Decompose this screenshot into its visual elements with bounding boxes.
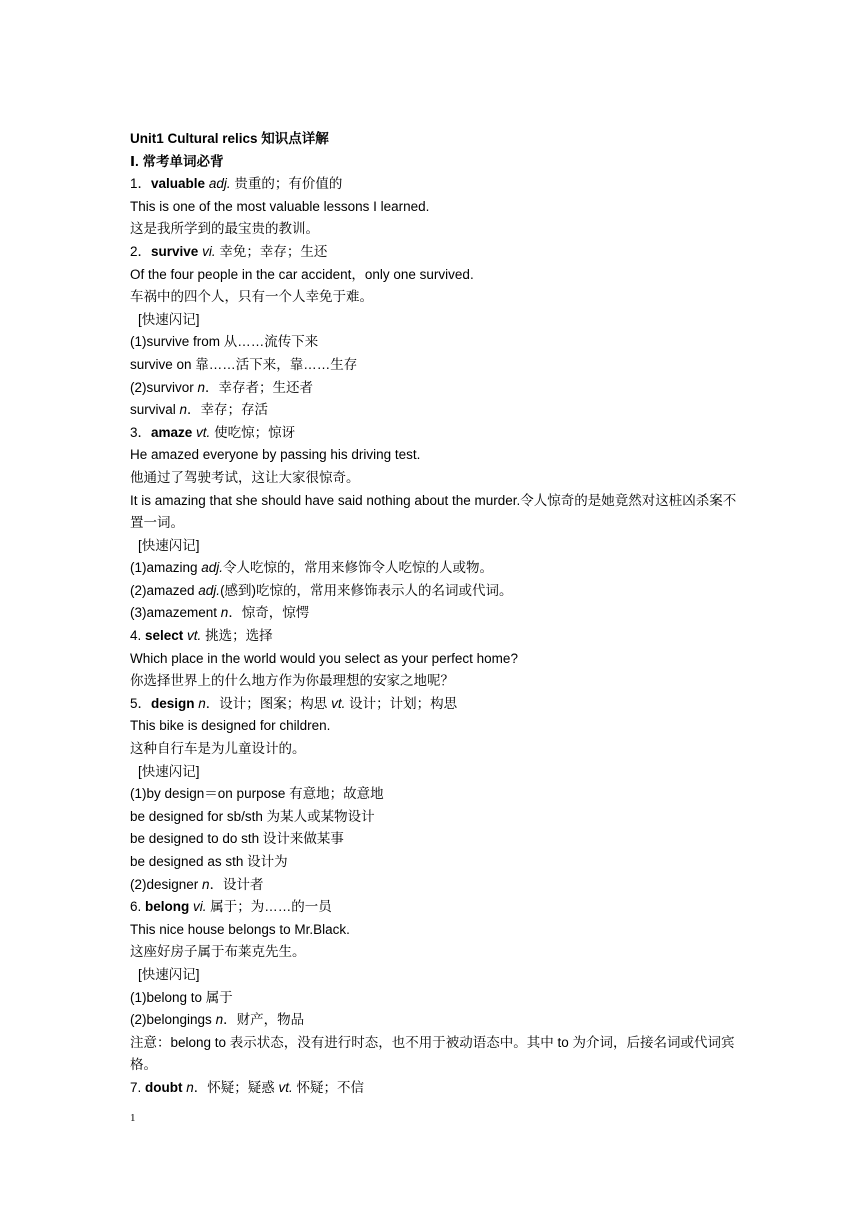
definition: 幸免；幸存；生还: [215, 243, 328, 259]
part-of-speech: vt.: [183, 628, 202, 644]
word-entry-doubt: 7. doubt n．怀疑；疑惑 vt. 怀疑；不信: [130, 1079, 365, 1095]
definition: 贵重的；有价值的: [230, 176, 343, 192]
memo-item: survival n．幸存；存活: [130, 402, 269, 418]
memo-item: survive on 靠……活下来，靠……生存: [130, 356, 358, 372]
memo-item: (1)by design＝on purpose 有意地；故意地: [130, 786, 384, 802]
example-sentence-en: This nice house belongs to Mr.Black.: [130, 921, 350, 937]
definition: ．设计；图案；构思: [205, 695, 332, 711]
part-of-speech: vt.: [192, 424, 211, 440]
example-sentence-en: This is one of the most valuable lessons I learned.: [130, 198, 430, 214]
word-entry-amaze: 3．amaze vt. 使吃惊；惊讶: [130, 424, 296, 440]
example-sentence-cn: 这座好房子属于布莱克先生。: [130, 944, 306, 960]
memo-item: (3)amazement n．惊奇，惊愕: [130, 605, 310, 621]
section-heading: Ⅰ. 常考单词必背: [130, 153, 224, 169]
memo-item: be designed for sb/sth 为某人或某物设计: [130, 808, 375, 824]
definition: 使吃惊；惊讶: [210, 424, 296, 440]
quick-memo-heading: [快速闪记]: [138, 763, 200, 779]
memo-item: (1)amazing adj.令人吃惊的，常用来修饰令人吃惊的人或物。: [130, 560, 494, 576]
definition: 设计；计划；构思: [345, 695, 458, 711]
example-sentence-bilingual: It is amazing that she should have said nothing about the murder.令人惊奇的是她竟然对这桩凶杀案不置一词。: [130, 492, 737, 531]
word-entry-belong: 6. belong vi. 属于；为……的一员: [130, 899, 332, 915]
example-sentence-en: He amazed everyone by passing his driving test.: [130, 447, 421, 463]
headword: survive: [151, 243, 199, 259]
quick-memo-heading: [快速闪记]: [138, 537, 200, 553]
word-entry-select: 4. select vt. 挑选；选择: [130, 628, 273, 644]
example-sentence-cn: 这种自行车是为儿童设计的。: [130, 741, 306, 757]
memo-item: (1)survive from 从……流传下来: [130, 334, 319, 350]
example-sentence-en: Of the four people in the car accident，only one survived.: [130, 266, 474, 282]
headword: doubt: [145, 1079, 183, 1095]
memo-item: be designed to do sth 设计来做某事: [130, 831, 344, 847]
memo-item: (2)survivor n．幸存者；生还者: [130, 379, 314, 395]
page-number: 1: [130, 1112, 136, 1124]
word-entry-survive: 2．survive vi. 幸免；幸存；生还: [130, 243, 328, 259]
example-sentence-cn: 车祸中的四个人，只有一个人幸免于难。: [130, 289, 373, 305]
word-entry-valuable: 1．valuable adj. 贵重的；有价值的: [130, 176, 343, 192]
memo-item: (2)amazed adj.(感到)吃惊的，常用来修饰表示人的名词或代词。: [130, 582, 513, 598]
usage-note: 注意：belong to 表示状态，没有进行时态，也不用于被动语态中。其中 to 为介词，后接名词或代词宾格。: [130, 1034, 735, 1073]
quick-memo-heading: [快速闪记]: [138, 311, 200, 327]
memo-item: (1)belong to 属于: [130, 989, 233, 1005]
part-of-speech: vt.: [331, 695, 346, 711]
example-sentence-cn: 你选择世界上的什么地方作为你最理想的安家之地呢？: [130, 673, 454, 689]
definition: 挑选；选择: [201, 628, 273, 644]
part-of-speech: adj.: [208, 176, 231, 192]
headword: amaze: [151, 424, 193, 440]
headword: valuable: [151, 176, 206, 192]
example-sentence-en: This bike is designed for children.: [130, 718, 331, 734]
definition: 怀疑；不信: [292, 1079, 365, 1095]
headword: design: [151, 695, 195, 711]
part-of-speech: vi.: [189, 899, 207, 915]
example-sentence-cn: 这是我所学到的最宝贵的教训。: [130, 221, 319, 237]
part-of-speech: vt.: [278, 1079, 293, 1095]
part-of-speech: n: [194, 695, 206, 711]
headword: belong: [145, 899, 190, 915]
word-entry-design: 5．design n．设计；图案；构思 vt. 设计；计划；构思: [130, 695, 458, 711]
definition: 属于；为……的一员: [206, 899, 332, 915]
memo-item: (2)belongings n．财产，物品: [130, 1012, 305, 1028]
example-sentence-en: Which place in the world would you select as your perfect home?: [130, 650, 518, 666]
quick-memo-heading: [快速闪记]: [138, 966, 200, 982]
headword: select: [145, 628, 184, 644]
memo-item: be designed as sth 设计为: [130, 854, 288, 869]
example-sentence-cn: 他通过了驾驶考试，这让大家很惊奇。: [130, 469, 360, 485]
part-of-speech: vi.: [202, 243, 216, 259]
definition: ．怀疑；疑惑: [193, 1079, 279, 1095]
part-of-speech: n: [182, 1079, 194, 1095]
document-body: [130, 128, 740, 1100]
memo-item: (2)designer n．设计者: [130, 876, 264, 892]
document-title: Unit1 Cultural relics 知识点详解: [130, 131, 329, 146]
